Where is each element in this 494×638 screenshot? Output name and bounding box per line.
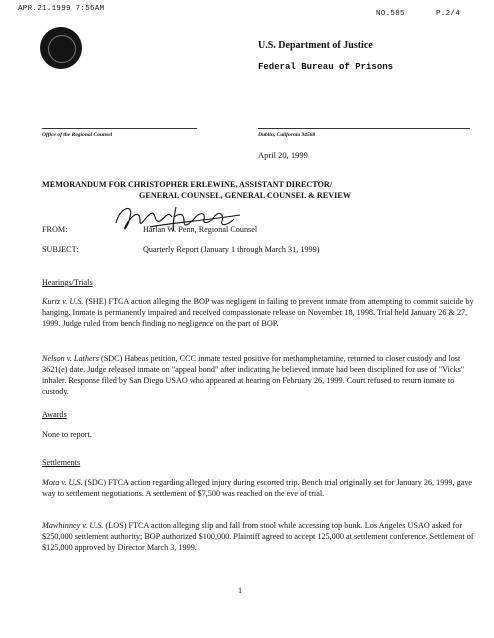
fax-number: NO.585 [376, 10, 405, 18]
kurtz-paragraph [42, 296, 474, 329]
awards-text: None to report. [42, 430, 92, 439]
rule-right [258, 128, 470, 129]
kurtz-text: (SHE) FTCA action alleging the BOP was negligent in failing to prevent inmate from attempting to commit suicide by hanging. Inmate is permanently impaired and received compassionate release on November 18, 1998. Trial held January 26 & 27, 1999. Judge ruled from bench finding no negligence on the part of BOP. [42, 297, 474, 328]
mota-text: (SDC) FTCA action regarding alleged injury during escorted trip. Bench trial originally set for January 26, 1999, gave way to settlement negotiations. A settlement of $7,500 was reached on the eve of trial. [42, 478, 473, 498]
kurtz-case-name: Kurtz v. U.S. [42, 297, 84, 306]
heading-settlements: Settlements [42, 458, 81, 467]
fax-timestamp: APR.21.1999 7:56AM [18, 5, 105, 13]
heading-hearings: Hearings/Trials [42, 278, 93, 287]
mawhinney-case-name: Mawhinney v. U.S. [42, 521, 104, 530]
from-label: FROM: [42, 225, 68, 234]
mawhinney-paragraph [42, 520, 474, 553]
from-value: Harlan W. Penn, Regional Counsel [143, 225, 258, 234]
heading-awards: Awards [42, 410, 67, 419]
subject-value: Quarterly Report (January 1 through March 31, 1999) [143, 245, 320, 254]
office-location: Dublin, California 94568 [258, 132, 316, 138]
doj-seal-icon [40, 27, 82, 69]
memo-for-line2: GENERAL COUNSEL, GENERAL COUNSEL & REVIEW [139, 191, 352, 200]
mawhinney-text: (LOS) FTCA action alleging slip and fall from stool while accessing top bunk. Los Angeles USAO asked for $250,000 settlement authority; BOP authorized $100,000. Plaintiff agreed to accept 125,000 at settlement conference. Settlement of $125,000 approved by Director March 3, 1999. [42, 521, 474, 552]
nelson-text: (SDC) Habeas petition, CCC inmate tested positive for methamphetamine, returned to closer custody and lost 3621(e) date. Judge released inmate on "appeal bond" after indicating he believed inmate had been disciplined for use of "Vicks" inhaler. Response filed by San Diego USAO who appeared at hearing on February 26, 1999. Court refused to return inmate to custody. [42, 354, 465, 396]
memo-date: April 20, 1999 [258, 150, 308, 160]
memo-for-line1: MEMORANDUM FOR CHRISTOPHER ERLEWINE, ASSISTANT DIRECTOR/ [42, 180, 333, 189]
nelson-paragraph [42, 353, 474, 397]
office-name: Office of the Regional Counsel [42, 132, 113, 138]
mota-paragraph [42, 477, 474, 499]
page-number: 1 [238, 586, 243, 595]
subject-label: SUBJECT: [42, 245, 79, 254]
fax-page: P.2/4 [436, 10, 461, 18]
bureau-name: Federal Bureau of Prisons [258, 62, 394, 72]
mota-case-name: Mota v. U.S. [42, 478, 83, 487]
nelson-case-name: Nelson v. Lathers [42, 354, 99, 363]
rule-left [42, 128, 197, 129]
department-name: U.S. Department of Justice [258, 40, 373, 51]
